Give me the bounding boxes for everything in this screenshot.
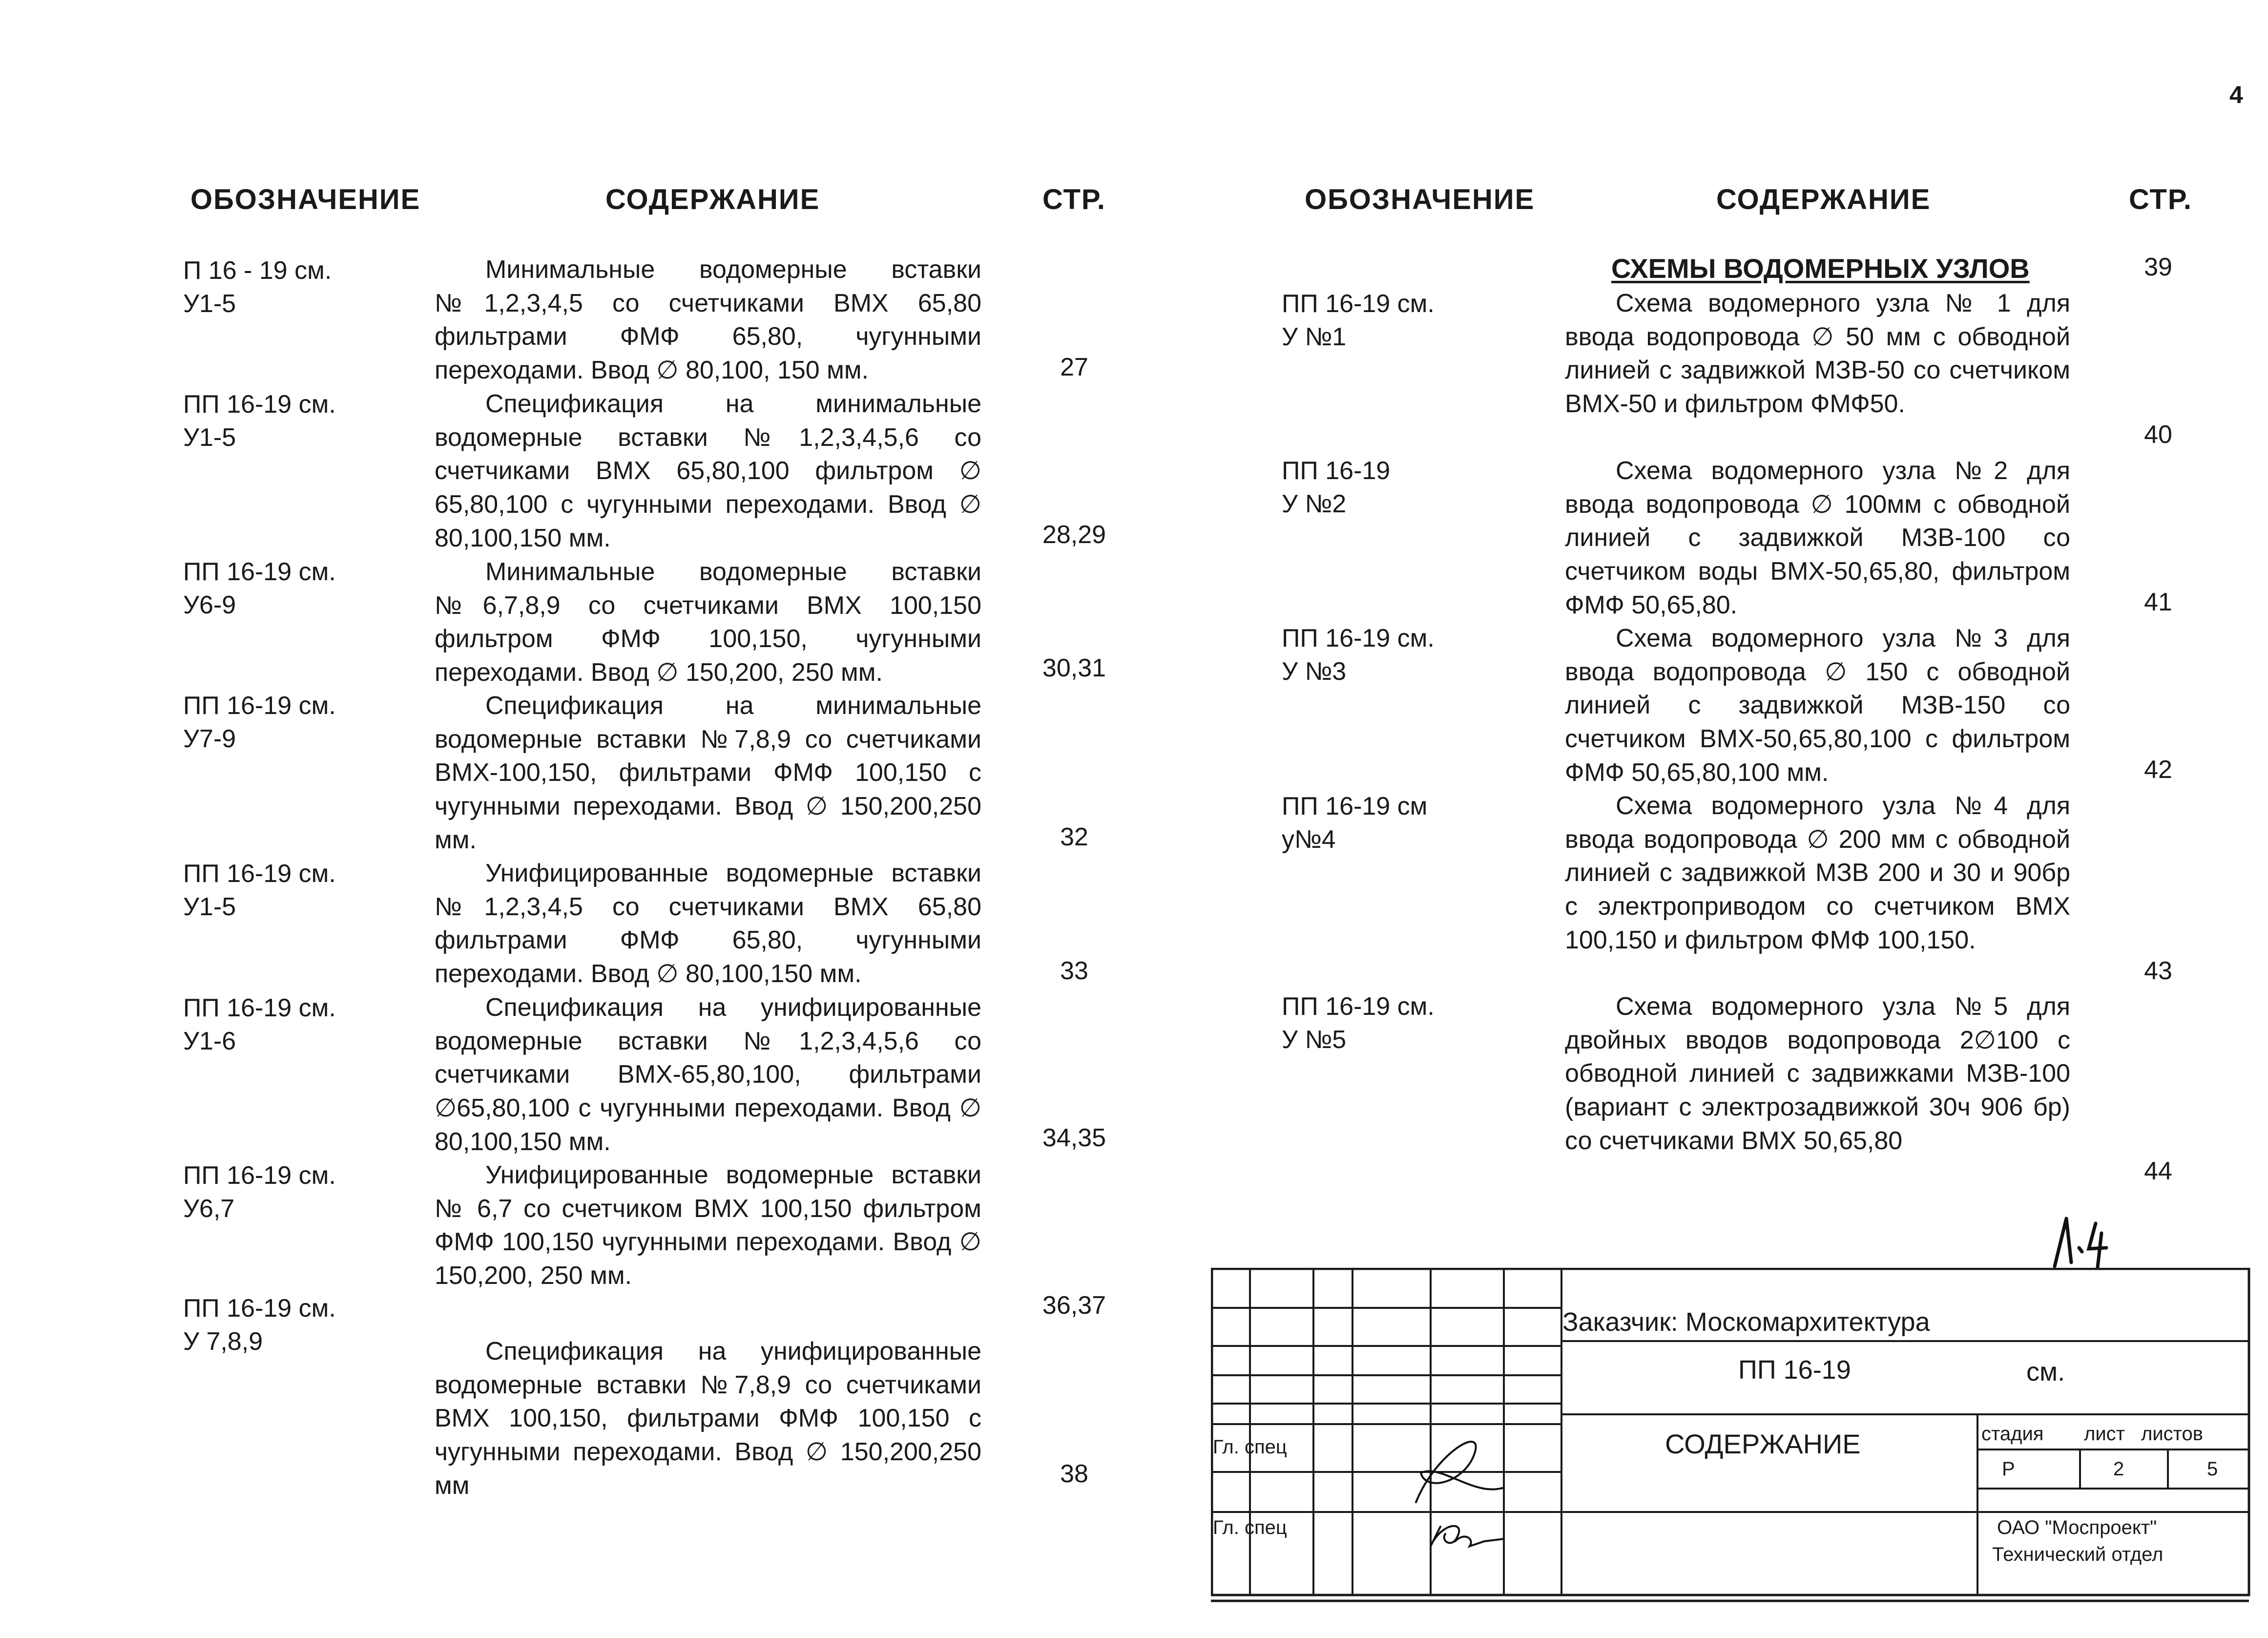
entry-code: ПП 16-19 см. У №1: [1282, 290, 1435, 351]
entry-description: Схема водомерного узла №2 для ввода водопровода ∅ 100мм с обводной линией с задвижкой МЗВ-100 со счетчиком воды ВМХ-50,65,80, фильтром ФМФ 50,65,80.: [1565, 457, 2070, 619]
handwritten-mark-glyph: [2041, 1214, 2114, 1272]
entry-description: Спецификация на минимальные водомерные вставки №7,8,9 со счетчиками ВМХ-100,150, фильтрами ФМФ 100,150 с чугунными переходами. Ввод ∅ 150,200,250 мм.: [435, 692, 981, 854]
entry-code: ПП 16-19 см. У6-9: [183, 558, 336, 619]
sheet-title: СОДЕРЖАНИЕ: [1665, 1428, 1861, 1459]
entry-description: Схема водомерного узла №5 для двойных вводов водопровода 2∅100 с обводной линией с задвижками МЗВ-100 (вариант с электрозадвижкой 30ч 906 бр) со счетчиками ВМХ 50,65,80: [1565, 992, 2070, 1155]
right-header-designation: ОБОЗНАЧЕНИЕ: [1305, 184, 1535, 215]
entry-description: Спецификация на унифицированные водомерные вставки №7,8,9 со счетчиками ВМХ 100,150, фильтрами ФМФ 100,150 с чугунными переходами. Ввод ∅ 150,200,250 мм: [435, 1337, 981, 1500]
stage-value: Р: [2002, 1458, 2015, 1480]
entry-description: Спецификация на унифицированные водомерные вставки №1,2,3,4,5,6 со счетчиками ВМХ-65,80,100, фильтрами ∅65,80,100 с чугунными переходами. Ввод ∅ 80,100,150 мм.: [435, 993, 981, 1156]
left-header-page: СТР.: [1042, 184, 1106, 215]
entry-page: 28,29: [1042, 521, 1106, 549]
entry-description: Схема водомерного узла №4 для ввода водопровода ∅ 200 мм с обводной линией с задвижкой МЗВ 200 и 30 и 90бр с электроприводом со счетчиком ВМХ 100,150 и фильтром ФМФ 100,150.: [1565, 792, 2070, 954]
entry-code: ПП 16-19 см. У №3: [1282, 624, 1435, 686]
entry-code: ПП 16-19 см. У1-5: [183, 860, 336, 921]
entry-page: 44: [2144, 1157, 2172, 1185]
left-header-designation: ОБОЗНАЧЕНИЕ: [190, 184, 421, 215]
sheet-label: лист: [2084, 1423, 2125, 1445]
entry-code: П 16 - 19 см. У1-5: [183, 256, 332, 318]
entry-code: ПП 16-19 см. У №5: [1282, 992, 1435, 1054]
entry-code: ПП 16-19 см. У1-5: [183, 390, 336, 452]
role-label: Гл. спец: [1213, 1436, 1287, 1458]
entry-description: Минимальные водомерные вставки №1,2,3,4,5 со счетчиками ВМХ 65,80 фильтрами ФМФ 65,80, чугунными переходами. Ввод ∅ 80,100, 150 мм.: [435, 255, 981, 385]
entry-description: Схема водомерного узла № 1 для ввода водопровода ∅ 50 мм с обводной линией с задвижкой МЗВ-50 со счетчиком ВМХ-50 и фильтром ФМФ50.: [1565, 289, 2070, 419]
entry-page: 27: [1060, 353, 1088, 381]
entry-description: Спецификация на минимальные водомерные вставки №1,2,3,4,5,6 со счетчиками ВМХ 65,80,100 фильтром ∅ 65,80,100 с чугунными переходами. Ввод ∅ 80,100,150 мм.: [435, 390, 981, 552]
entry-description: Схема водомерного узла №3 для ввода водопровода ∅ 150 с обводной линией с задвижкой МЗВ-150 со счетчиком ВМХ-50,65,80,100 с фильтром ФМФ 50,65,80,100 мм.: [1565, 624, 2070, 787]
right-header-page: СТР.: [2129, 184, 2192, 215]
organization-name: ОАО "Моспроект": [1997, 1517, 2157, 1538]
sheets-value: 5: [2207, 1458, 2218, 1480]
sheet-value: 2: [2113, 1458, 2124, 1480]
page-number: 4: [2229, 81, 2243, 108]
entry-page: 32: [1060, 823, 1088, 851]
entry-page: 40: [2144, 420, 2172, 449]
entry-page: 42: [2144, 756, 2172, 784]
entry-code: ПП 16-19 см. У 7,8,9: [183, 1294, 336, 1356]
organization-department: Технический отдел: [1992, 1544, 2164, 1565]
entry-code: ПП 16-19 У №2: [1282, 457, 1391, 518]
document-code: ПП 16-19: [1738, 1355, 1851, 1385]
entry-page: 41: [2144, 588, 2172, 616]
right-header-content: СОДЕРЖАНИЕ: [1716, 184, 1931, 215]
sheets-label: листов: [2141, 1423, 2204, 1445]
entry-description: Унифицированные водомерные вставки № 6,7 со счетчиком ВМХ 100,150 фильтром ФМФ 100,150 чугунными переходами. Ввод ∅ 150,200, 250 мм.: [435, 1161, 981, 1290]
customer-label: Заказчик: Москомархитектура: [1562, 1307, 1930, 1337]
entry-code: ПП 16-19 см. У1-6: [183, 994, 336, 1055]
entry-page: 34,35: [1042, 1124, 1106, 1152]
handwritten-mark: [2041, 1214, 2114, 1275]
entry-page: 36,37: [1042, 1291, 1106, 1320]
entry-description: Минимальные водомерные вставки №6,7,8,9 со счетчиками ВМХ 100,150 фильтром ФМФ 100,150, чугунными переходами. Ввод ∅ 150,200, 250 мм.: [435, 558, 981, 687]
left-header-content: СОДЕРЖАНИЕ: [605, 184, 820, 215]
section-title: СХЕМЫ ВОДОМЕРНЫХ УЗЛОВ: [1611, 253, 2030, 284]
entry-code: ПП 16-19 см. У7-9: [183, 692, 336, 753]
document-code-suffix: см.: [2026, 1357, 2065, 1386]
role-label: Гл. спец: [1213, 1517, 1287, 1538]
title-block: [1211, 1268, 2251, 1600]
section-page: 39: [2144, 253, 2172, 281]
entry-page: 43: [2144, 957, 2172, 985]
entry-code: ПП 16-19 см. У6,7: [183, 1161, 336, 1223]
stage-label: стадия: [1981, 1423, 2044, 1445]
entry-page: 38: [1060, 1460, 1088, 1488]
entry-description: Унифицированные водомерные вставки №1,2,3,4,5 со счетчиками ВМХ 65,80 фильтрами ФМФ 65,80, чугунными переходами. Ввод ∅ 80,100,150 мм.: [435, 859, 981, 988]
entry-page: 30,31: [1042, 654, 1106, 682]
entry-code: ПП 16-19 см у№4: [1282, 792, 1428, 854]
entry-page: 33: [1060, 957, 1088, 985]
